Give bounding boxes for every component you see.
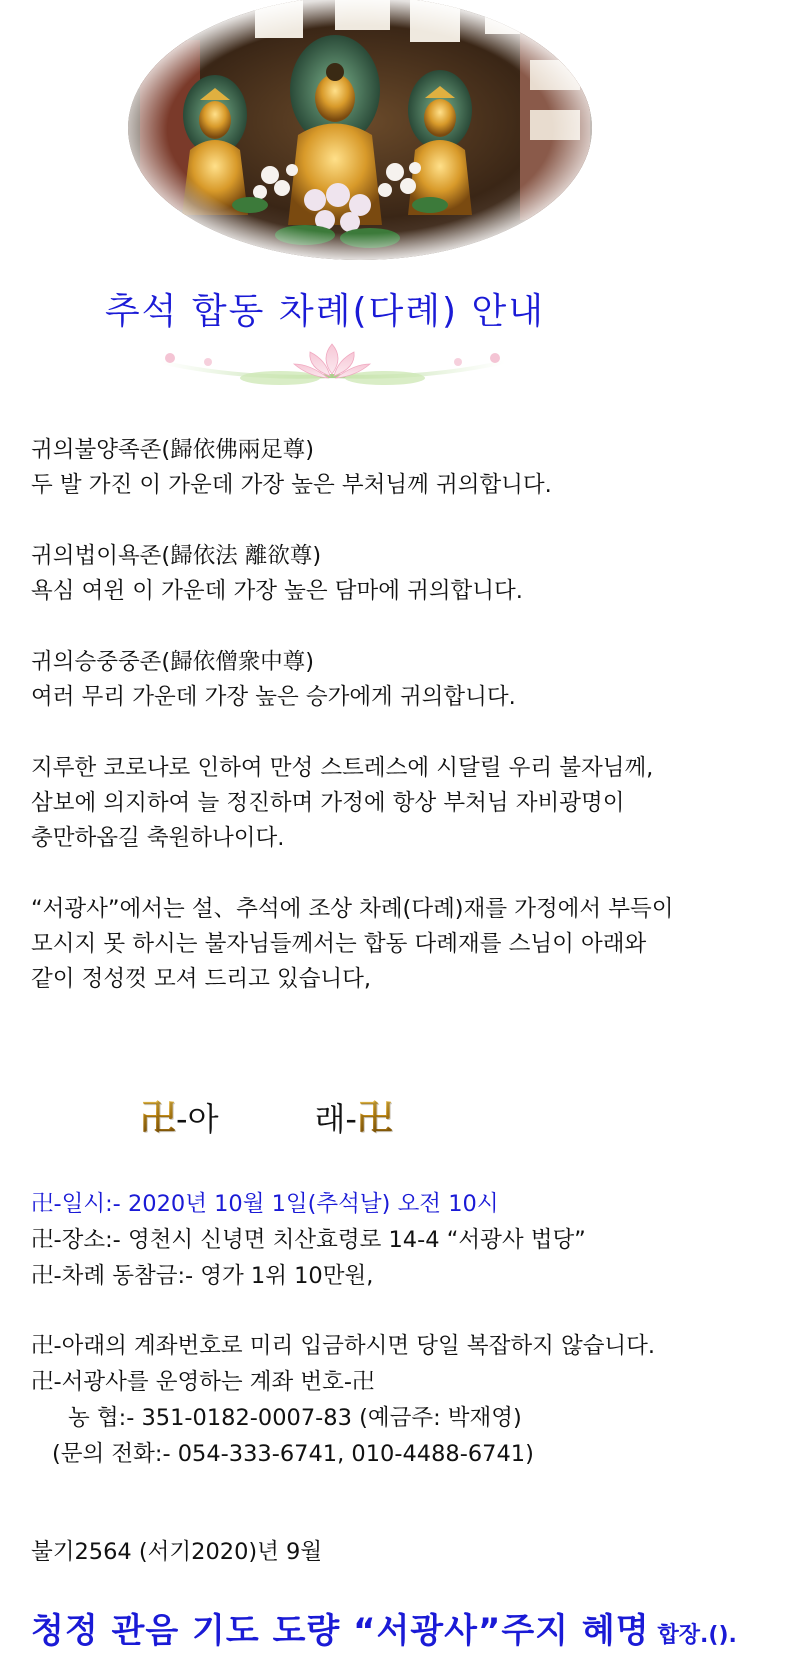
refuge-buddha-name: 귀의불양족존(歸依佛兩足尊) — [31, 437, 314, 463]
account-title: 卍-서광사를 운영하는 계좌 번호-卍 — [31, 1369, 375, 1395]
details-heading — [140, 1090, 393, 1141]
details-heading-right: 래- — [314, 1100, 357, 1138]
page-title: 추석 합동 차례(다례) 안내 — [104, 291, 546, 332]
refuge-buddha-meaning: 두 발 가진 이 가운데 가장 높은 부처님께 귀의합니다. — [31, 472, 552, 498]
refuge-sangha-meaning: 여러 무리 가운데 가장 높은 승가에게 귀의합니다. — [31, 684, 516, 710]
refuge-dharma-name: 귀의법이욕존(歸依法 離欲尊) — [31, 543, 322, 569]
blessing-line: 삼보에 의지하여 늘 정진하며 가정에 항상 부처님 자비광명이 — [31, 790, 625, 816]
announcement-line: 같이 정성껏 모셔 드리고 있습니다, — [31, 966, 372, 992]
blessing-line: 지루한 코로나로 인하여 만성 스트레스에 시달릴 우리 불자님께, — [31, 755, 654, 781]
lotus-divider-icon — [160, 340, 505, 392]
blessing-line: 충만하옵길 축원하나이다. — [31, 825, 285, 851]
manji-gold-icon: 卍 — [357, 1090, 393, 1141]
bank-account: 농 협:- 351-0182-0007-83 (예금주: 박재영) — [68, 1405, 522, 1431]
announcement-line: “서광사”에서는 설、추석에 조상 차례(다례)재를 가정에서 부득이 — [31, 896, 674, 922]
manji-gold-icon: 卍 — [140, 1090, 176, 1141]
footer-main: 청정 관음 기도 도량 “서광사”주지 혜명 — [31, 1611, 650, 1651]
refuge-dharma-meaning: 욕심 여윈 이 가운데 가장 높은 담마에 귀의합니다. — [31, 578, 523, 604]
event-place: 卍-장소:- 영천시 신녕면 치산효령로 14-4 “서광사 법당” — [31, 1227, 586, 1253]
footer-signature — [31, 1603, 737, 1652]
details-heading-left: -아 — [176, 1100, 219, 1138]
event-details — [31, 1186, 791, 1472]
temple-altar-photo — [110, 0, 610, 270]
body-text — [31, 433, 791, 997]
footer-suffix: 합장.(). — [657, 1623, 737, 1648]
event-datetime: 卍-일시:- 2020년 10월 1일(추석날) 오전 10시 — [31, 1191, 499, 1217]
announcement-line: 모시지 못 하시는 불자님들께서는 합동 다례재를 스님이 아래와 — [31, 931, 647, 957]
notice-date: 불기2564 (서기2020)년 9월 — [31, 1539, 323, 1565]
event-fee: 卍-차례 동참금:- 영가 1위 10만원, — [31, 1263, 374, 1289]
deposit-note: 卍-아래의 계좌번호로 미리 입금하시면 당일 복잡하지 않습니다. — [31, 1333, 656, 1359]
contact-phone: (문의 전화:- 054-333-6741, 010-4488-6741) — [52, 1441, 534, 1467]
refuge-sangha-name: 귀의승중중존(歸依僧衆中尊) — [31, 649, 314, 675]
